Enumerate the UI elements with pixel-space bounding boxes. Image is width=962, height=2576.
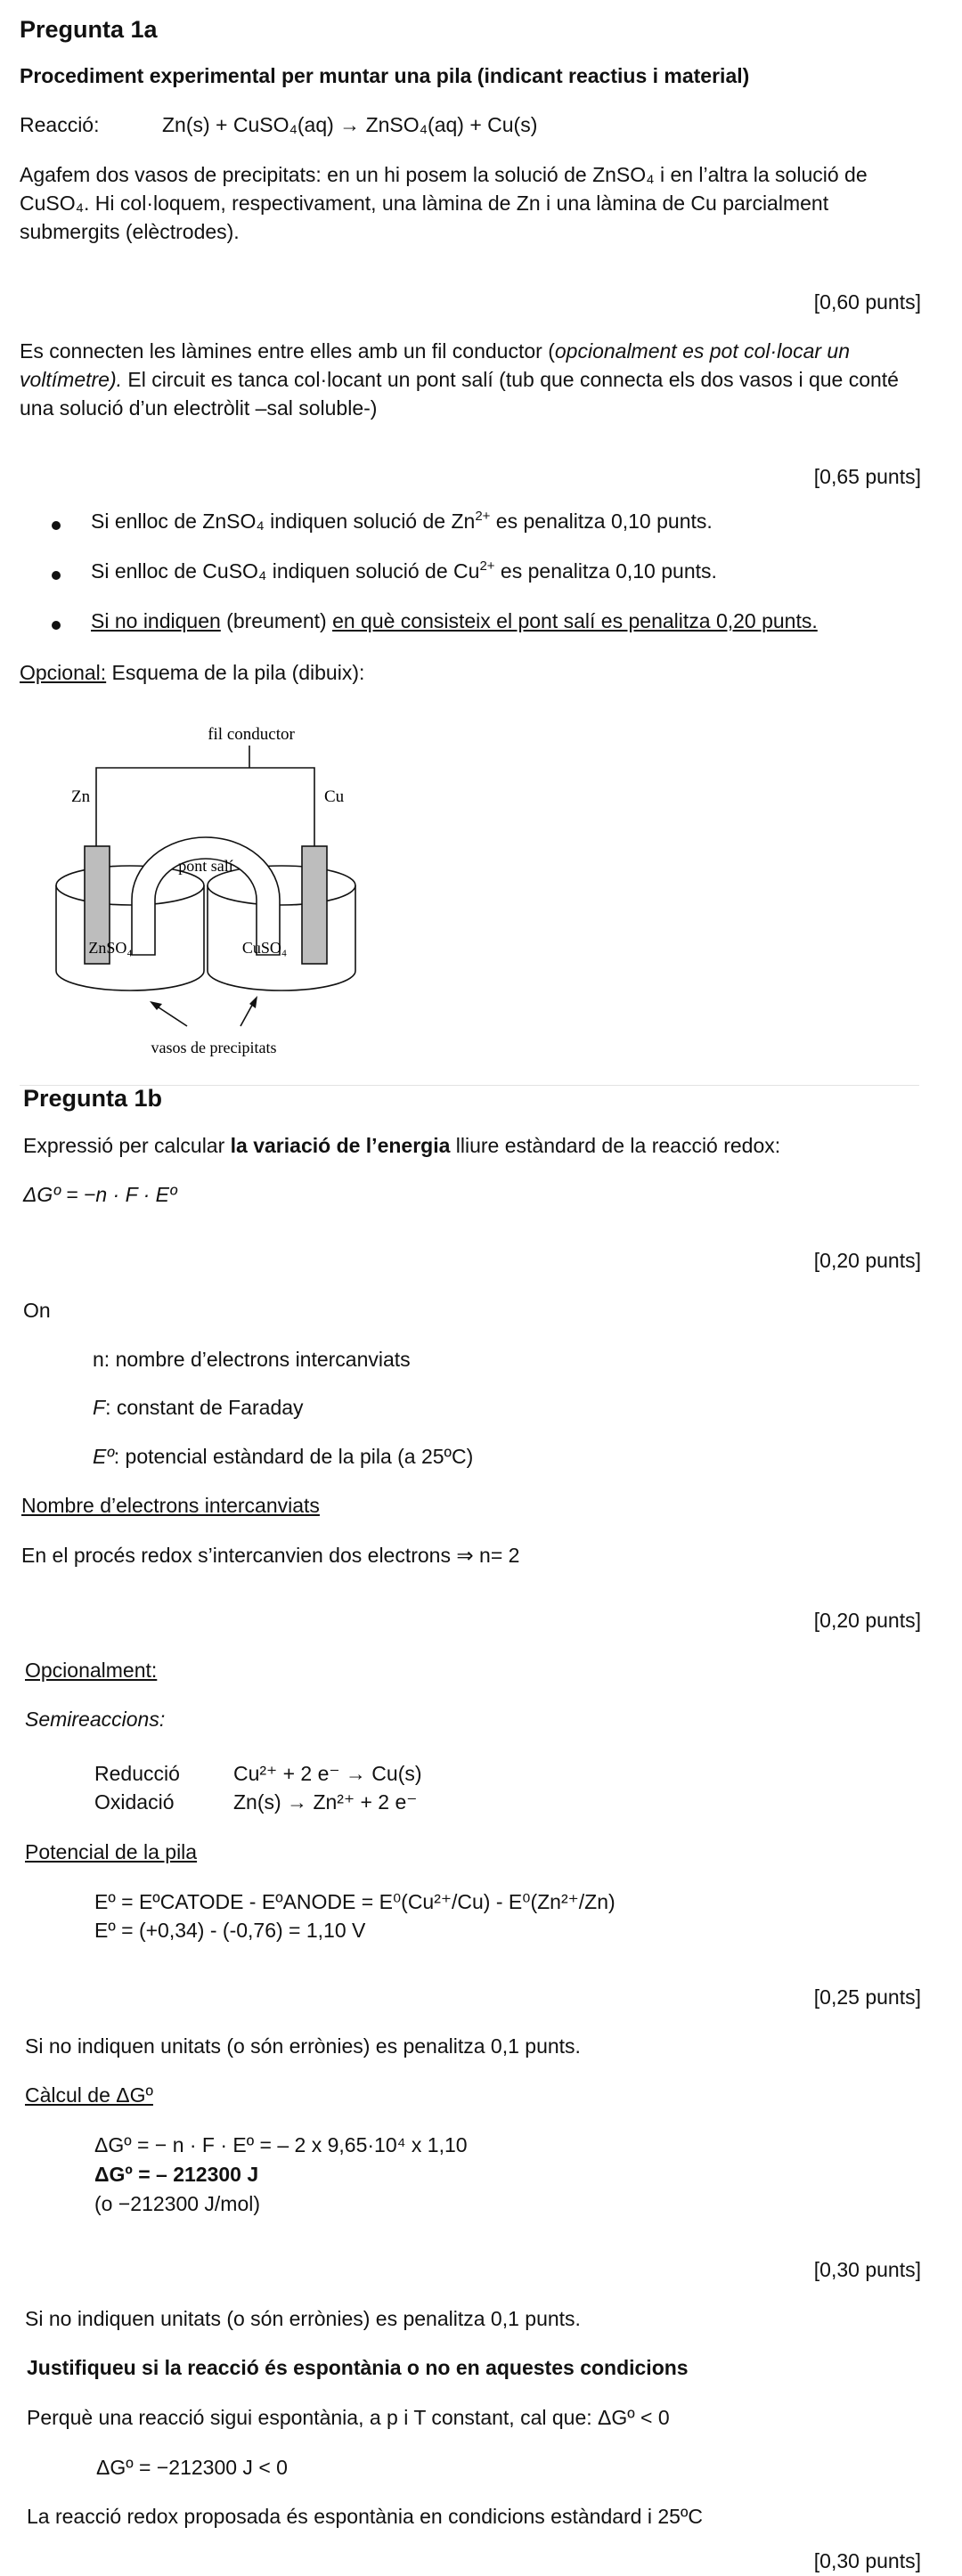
units-penalty-1: Si no indiquen unitats (o són errònies) es penalitza 0,1 punts. xyxy=(25,2034,581,2058)
points-030-a: [0,30 punts] xyxy=(813,2258,921,2281)
intro-part-c: lliure estàndard de la reacció redox: xyxy=(450,1134,781,1157)
optional-heading: Opcionalment: xyxy=(25,1659,158,1682)
spontaneity-equation: ΔGº = −212300 J < 0 xyxy=(96,2456,288,2479)
potential-definition: : potencial estàndard de la pila (a 25ºC) xyxy=(113,1445,474,1468)
definition-n: n: nombre d’electrons intercanviats xyxy=(93,1348,411,1371)
optional-diagram-line xyxy=(20,661,364,685)
cell-potential-eq2: Eº = (+0,34) - (-0,76) = 1,10 V xyxy=(94,1919,366,1942)
bullet1-text: Si enlloc de ZnSO₄ indiquen solució de Zn xyxy=(91,509,476,533)
penalty-bullet-3 xyxy=(91,609,818,633)
calc-heading: Càlcul de ΔGº xyxy=(25,2083,153,2107)
oxidation-label: Oxidació xyxy=(94,1790,175,1814)
points-030-b: [0,30 punts] xyxy=(813,2549,921,2572)
cuso4-label: CuSO₄ xyxy=(241,939,288,957)
wire-label: fil conductor xyxy=(208,725,295,744)
optional-text: Esquema de la pila (dibuix): xyxy=(106,661,365,684)
penalty-bullet-1 xyxy=(91,509,713,534)
points-060: [0,60 punts] xyxy=(813,290,921,314)
salt-bridge xyxy=(132,837,280,955)
gibbs-formula: ΔGº = −n · F · Eº xyxy=(23,1183,177,1206)
beakers-label: vasos de precipitats xyxy=(151,1039,277,1056)
gibbs-intro xyxy=(23,1134,780,1158)
oxidation-equation: Zn(s) → Zn²⁺ + 2 e⁻ xyxy=(233,1790,418,1814)
penalty-bullet-2 xyxy=(91,559,717,583)
bullet-dot xyxy=(52,571,61,580)
intro-part-a: Expressió per calcular xyxy=(23,1134,231,1157)
definition-f xyxy=(93,1396,304,1420)
reduction-equation: Cu²⁺ + 2 e⁻ → Cu(s) xyxy=(233,1762,422,1785)
calc-eq1: ΔGº = − n · F · Eº = – 2 x 9,65·10⁴ x 1,10 xyxy=(94,2133,468,2156)
question-1a-subtitle: Procediment experimental per muntar una pila (indicant reactius i material) xyxy=(20,64,750,87)
bullet2-penalty: es penalitza 0,10 punts. xyxy=(494,559,717,583)
electrons-heading: Nombre d’electrons intercanviats xyxy=(21,1494,320,1517)
intro-bold: la variació de l’energia xyxy=(230,1134,451,1157)
procedure-paragraph-2 xyxy=(20,337,919,422)
reduction-label: Reducció xyxy=(94,1762,180,1785)
copper-electrode xyxy=(302,846,327,964)
justify-heading: Justifiqueu si la reacció és espontània o no en aquestes condicions xyxy=(27,2356,689,2379)
points-020-a: [0,20 punts] xyxy=(813,1249,921,1272)
faraday-symbol: F xyxy=(93,1396,106,1419)
cu-label: Cu xyxy=(324,787,345,806)
units-penalty-2: Si no indiquen unitats (o són errònies) es penalitza 0,1 punts. xyxy=(25,2307,581,2330)
on-label: On xyxy=(23,1299,51,1322)
spontaneity-condition: Perquè una reacció sigui espontània, a p i T constant, cal que: ΔGº < 0 xyxy=(27,2406,670,2429)
electrons-text: En el procés redox s’intercanvien dos electrons ⇒ n= 2 xyxy=(21,1544,520,1567)
optional-label: Opcional: xyxy=(20,661,107,684)
bullet2-charge: 2+ xyxy=(479,558,495,574)
salt-bridge-label: pont salí xyxy=(178,857,233,875)
definition-e xyxy=(93,1445,473,1469)
bullet-dot xyxy=(52,521,61,530)
bullet1-penalty: es penalitza 0,10 punts. xyxy=(490,509,713,533)
right-beaker xyxy=(208,866,355,990)
procedure-paragraph-1: Agafem dos vasos de precipitats: en un hi posem la solució de ZnSO₄ i en l’altra la solució de CuSO₄. Hi col·loquem, respectivament, una làmina de Zn i una làmina de Cu parcialment submergits (elèctrodes). xyxy=(20,163,868,243)
galvanic-cell-diagram xyxy=(27,713,401,1069)
question-1a-title: Pregunta 1a xyxy=(20,16,158,43)
bullet3-plain: (breument) xyxy=(220,609,333,632)
cell-potential-heading: Potencial de la pila xyxy=(25,1840,198,1863)
calc-eq3-alt: (o −212300 J/mol) xyxy=(94,2192,261,2215)
bullet3-underlined-c: en què consisteix el pont salí es penalitza 0,20 punts. xyxy=(332,609,818,632)
cell-potential-eq1: Eº = EºCATODE - EºANODE = E⁰(Cu²⁺/Cu) - E⁰(Zn²⁺/Zn) xyxy=(94,1890,616,1913)
faraday-definition: : constant de Faraday xyxy=(105,1396,304,1419)
calc-eq2-result: ΔGº = – 212300 J xyxy=(94,2163,259,2186)
potential-symbol: Eº xyxy=(93,1445,114,1468)
zn-label: Zn xyxy=(71,787,91,806)
znso4-label: ZnSO₄ xyxy=(88,939,133,957)
para2-optional-italic: opcionalment es pot col·locar un voltímetre). xyxy=(20,339,851,391)
semi-reactions-heading: Semireaccions: xyxy=(25,1708,166,1731)
bullet2-text: Si enlloc de CuSO₄ indiquen solució de Cu xyxy=(91,559,480,583)
points-065: [0,65 punts] xyxy=(813,465,921,488)
conclusion-text: La reacció redox proposada és espontània en condicions estàndard i 25ºC xyxy=(27,2505,703,2528)
bullet-dot xyxy=(52,621,61,630)
para2-part-c: El circuit es tanca col·locant un pont salí (tub que connecta els dos vasos i que conté una solució d’un electròlit –sal soluble-) xyxy=(20,368,899,420)
reaction-label: Reacció: xyxy=(20,113,100,136)
bullet3-underlined-a: Si no indiquen xyxy=(91,609,221,632)
reaction-equation: Zn(s) + CuSO₄(aq) → ZnSO₄(aq) + Cu(s) xyxy=(162,113,538,136)
bullet1-charge: 2+ xyxy=(475,509,491,524)
left-beaker xyxy=(56,866,204,990)
points-020-b: [0,20 punts] xyxy=(813,1609,921,1632)
para2-part-a: Es connecten les làmines entre elles amb un fil conductor ( xyxy=(20,339,555,363)
question-1b-title: Pregunta 1b xyxy=(23,1085,163,1112)
points-025: [0,25 punts] xyxy=(813,1985,921,2009)
